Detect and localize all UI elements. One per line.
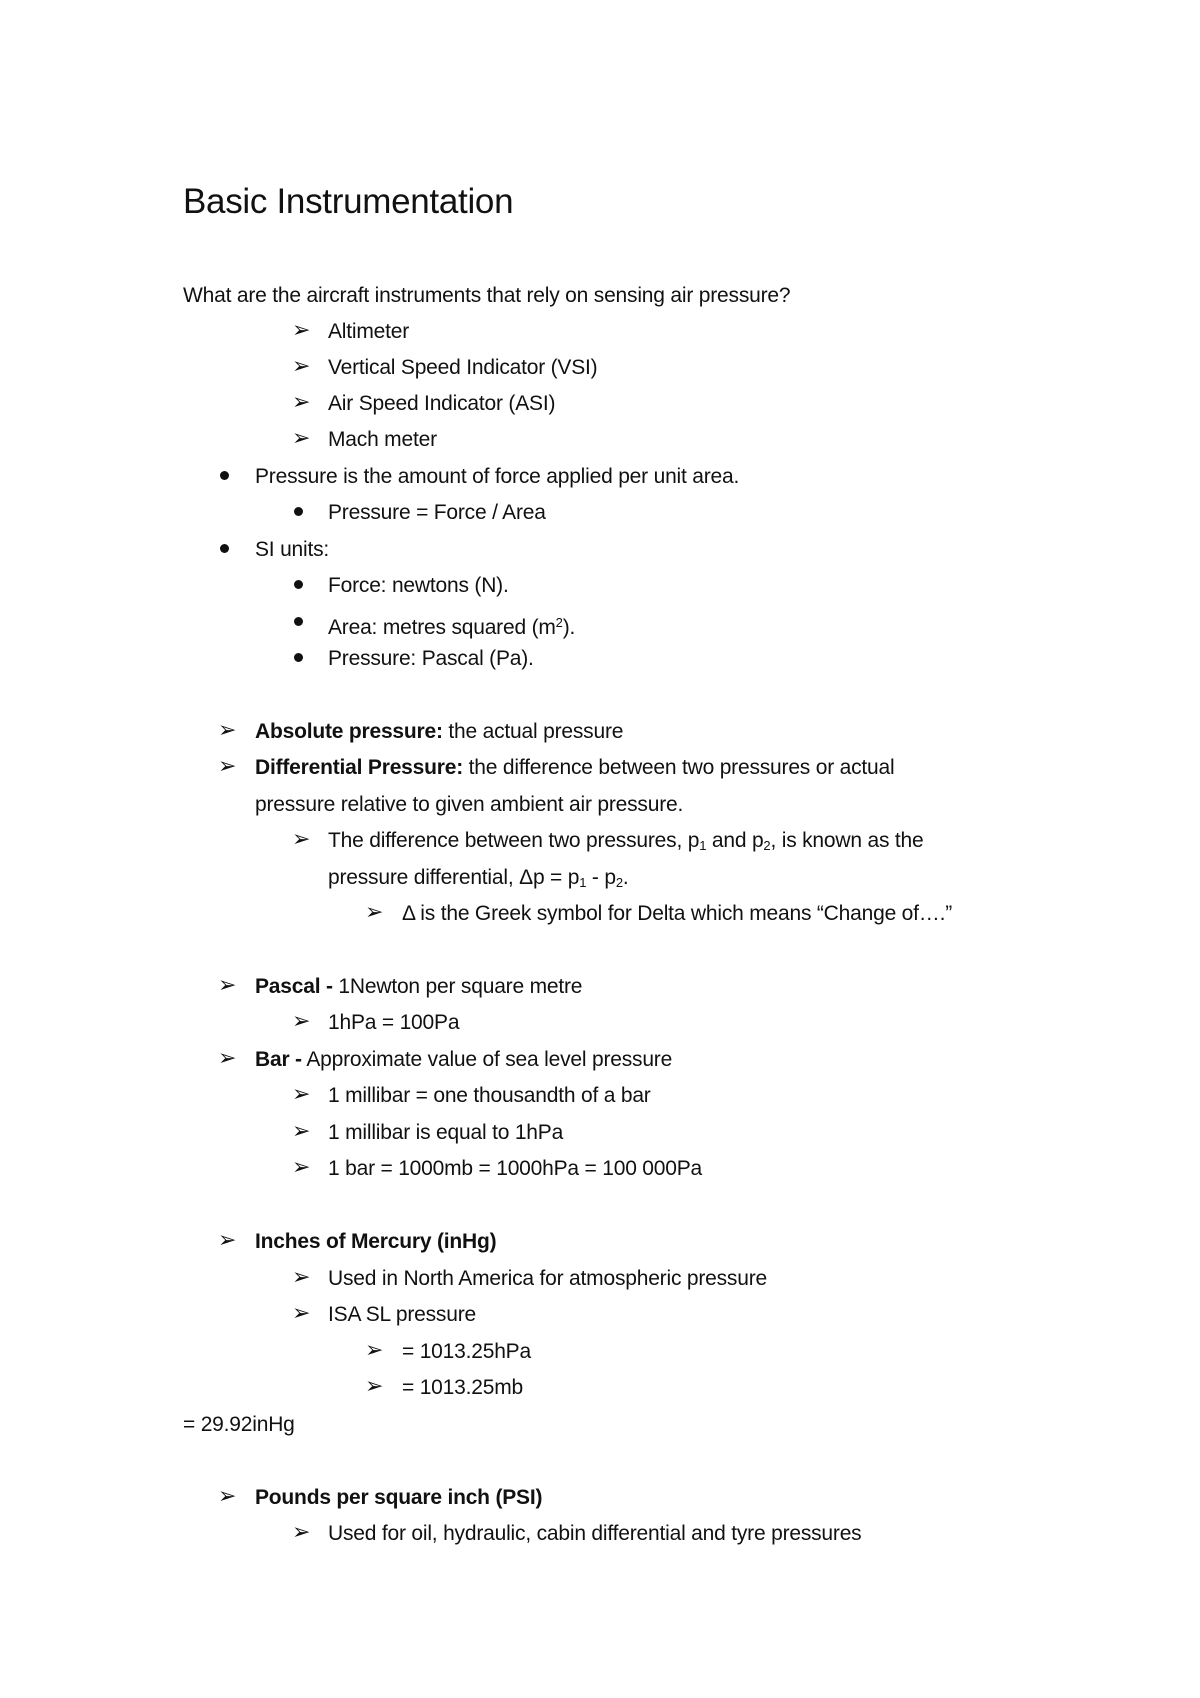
arrow-bullet-icon: ➢ bbox=[218, 1045, 237, 1070]
si-force: Force: newtons (N). bbox=[328, 574, 509, 597]
instrument-label: Mach meter bbox=[328, 428, 437, 451]
arrow-bullet-icon: ➢ bbox=[218, 1227, 237, 1252]
bar-sub: 1 bar = 1000mb = 1000hPa = 100 000Pa bbox=[328, 1157, 703, 1180]
page-title: Basic Instrumentation bbox=[183, 182, 514, 221]
pascal-sub: 1hPa = 100Pa bbox=[328, 1011, 460, 1034]
arrow-bullet-icon: ➢ bbox=[292, 1264, 311, 1289]
absolute-pressure: Absolute pressure: the actual pressure bbox=[255, 720, 624, 743]
inhg-sub1: Used in North America for atmospheric pressure bbox=[328, 1267, 767, 1290]
arrow-bullet-icon: ➢ bbox=[218, 753, 237, 778]
dot-bullet-icon bbox=[292, 641, 316, 677]
arrow-bullet-icon: ➢ bbox=[292, 1519, 311, 1544]
inhg-term: Inches of Mercury (inHg) bbox=[255, 1230, 497, 1253]
bar-sub: 1 millibar = one thousandth of a bar bbox=[328, 1084, 651, 1107]
arrow-bullet-icon: ➢ bbox=[292, 826, 311, 851]
bar-sub: 1 millibar is equal to 1hPa bbox=[328, 1121, 564, 1144]
differential-sub1-cont: pressure differential, $\Delta p = p_1 - p_2$. bbox=[328, 866, 629, 890]
dot-bullet-icon bbox=[292, 495, 316, 531]
arrow-bullet-icon: ➢ bbox=[218, 972, 237, 997]
psi-sub: Used for oil, hydraulic, cabin differential and tyre pressures bbox=[328, 1522, 862, 1545]
inhg-value: = 1013.25hPa bbox=[402, 1340, 531, 1363]
arrow-bullet-icon: ➢ bbox=[292, 317, 311, 342]
differential-def-cont: pressure relative to given ambient air pressure. bbox=[255, 793, 684, 816]
psi-term: Pounds per square inch (PSI) bbox=[255, 1486, 543, 1509]
dot-bullet-icon bbox=[218, 459, 242, 495]
inhg-loose-value: = 29.92inHg bbox=[183, 1413, 295, 1436]
inhg-sub2: ISA SL pressure bbox=[328, 1303, 476, 1326]
differential-sub1: The difference between two pressures, $p_1$ and $p_2$, is known as the bbox=[328, 829, 924, 853]
arrow-bullet-icon: ➢ bbox=[292, 1081, 311, 1106]
pressure-definition: Pressure is the amount of force applied per unit area. bbox=[255, 465, 740, 488]
arrow-bullet-icon: ➢ bbox=[292, 389, 311, 414]
dot-bullet-icon bbox=[292, 605, 316, 641]
arrow-bullet-icon: ➢ bbox=[365, 1373, 384, 1398]
arrow-bullet-icon: ➢ bbox=[292, 1154, 311, 1179]
arrow-bullet-icon: ➢ bbox=[292, 353, 311, 378]
si-units-label: SI units: bbox=[255, 538, 330, 561]
instrument-label: Vertical Speed Indicator (VSI) bbox=[328, 356, 598, 379]
pressure-formula: Pressure = Force / Area bbox=[328, 501, 546, 524]
arrow-bullet-icon: ➢ bbox=[365, 899, 384, 924]
instrument-label: Air Speed Indicator (ASI) bbox=[328, 392, 556, 415]
inhg-value: = 1013.25mb bbox=[402, 1376, 523, 1399]
arrow-bullet-icon: ➢ bbox=[292, 1008, 311, 1033]
differential-pressure: Differential Pressure: the difference between two pressures or actual bbox=[255, 756, 895, 779]
arrow-bullet-icon: ➢ bbox=[218, 717, 237, 742]
bar-def: Bar - Approximate value of sea level pressure bbox=[255, 1048, 673, 1071]
arrow-bullet-icon: ➢ bbox=[292, 1300, 311, 1325]
pascal-def: Pascal - 1Newton per square metre bbox=[255, 975, 583, 998]
arrow-bullet-icon: ➢ bbox=[218, 1483, 237, 1508]
question-text: What are the aircraft instruments that rely on sensing air pressure? bbox=[183, 284, 791, 307]
arrow-bullet-icon: ➢ bbox=[365, 1337, 384, 1362]
si-area: Area: metres squared $(m^2)$. bbox=[328, 615, 576, 639]
arrow-bullet-icon: ➢ bbox=[292, 1118, 311, 1143]
instrument-label: Altimeter bbox=[328, 320, 410, 343]
dot-bullet-icon bbox=[292, 568, 316, 604]
delta-note: Δ is the Greek symbol for Delta which means “Change of….” bbox=[402, 902, 953, 925]
si-pressure: Pressure: Pascal (Pa). bbox=[328, 647, 534, 670]
dot-bullet-icon bbox=[218, 532, 242, 568]
arrow-bullet-icon: ➢ bbox=[292, 425, 311, 450]
